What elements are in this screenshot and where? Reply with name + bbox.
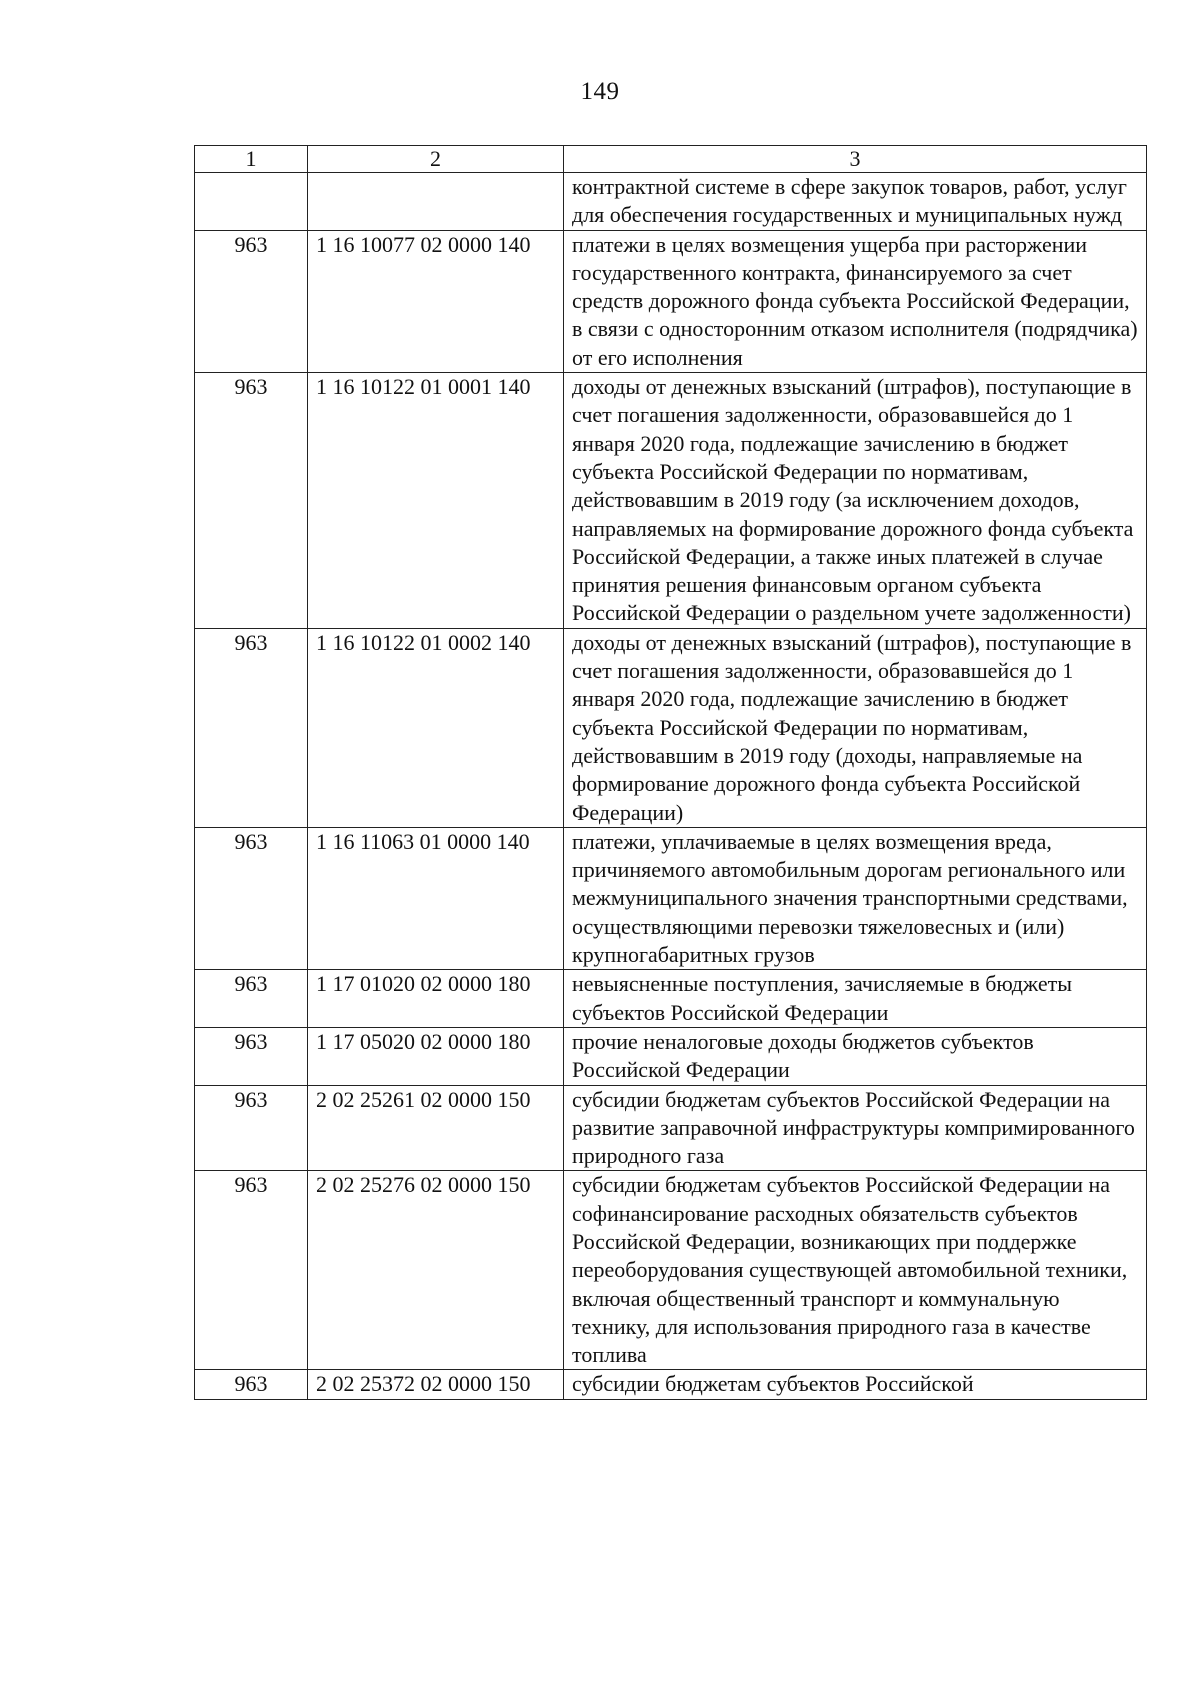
revenue-code-cell: 1 17 01020 02 0000 180 <box>308 970 564 1028</box>
description-cell: субсидии бюджетам субъектов Российской <box>564 1370 1147 1399</box>
description-cell: субсидии бюджетам субъектов Российской Федерации на софинансирование расходных обязательств субъектов Российской Федерации, возникающих при поддержке переоборудования существующей автомобильной техники, включая общественный транспорт и коммунальную технику, для использования природного газа в качестве топлива <box>564 1171 1147 1370</box>
admin-code-cell: 963 <box>195 1027 308 1085</box>
admin-code-cell: 963 <box>195 373 308 629</box>
revenue-code-cell: 2 02 25261 02 0000 150 <box>308 1085 564 1171</box>
description-cell: прочие неналоговые доходы бюджетов субъектов Российской Федерации <box>564 1027 1147 1085</box>
table-row <box>195 230 1147 372</box>
description-cell: доходы от денежных взысканий (штрафов), поступающие в счет погашения задолженности, образовавшейся до 1 января 2020 года, подлежащие зачислению в бюджет субъекта Российской Федерации по нормативам, действовавшим в 2019 году (за исключением доходов, направляемых на формирование дорожного фонда субъекта Российской Федерации, а также иных платежей в случае принятия решения финансовым органом субъекта Российской Федерации о раздельном учете задолженности) <box>564 373 1147 629</box>
admin-code-cell: 963 <box>195 1171 308 1370</box>
table-row <box>195 827 1147 969</box>
column-header-3: 3 <box>564 146 1147 173</box>
description-cell: платежи в целях возмещения ущерба при расторжении государственного контракта, финансируемого за счет средств дорожного фонда субъекта Российской Федерации, в связи с односторонним отказом исполнителя (подрядчика) от его исполнения <box>564 230 1147 372</box>
admin-code-cell: 963 <box>195 1370 308 1399</box>
description-cell: доходы от денежных взысканий (штрафов), поступающие в счет погашения задолженности, образовавшейся до 1 января 2020 года, подлежащие зачислению в бюджет субъекта Российской Федерации по нормативам, действовавшим в 2019 году (доходы, направляемые на формирование дорожного фонда субъекта Российской Федерации) <box>564 628 1147 827</box>
revenue-code-cell: 1 16 11063 01 0000 140 <box>308 827 564 969</box>
table-row <box>195 373 1147 629</box>
table-row <box>195 1370 1147 1399</box>
admin-code-cell: 963 <box>195 1085 308 1171</box>
description-cell: невыясненные поступления, зачисляемые в бюджеты субъектов Российской Федерации <box>564 970 1147 1028</box>
description-cell: субсидии бюджетам субъектов Российской Федерации на развитие заправочной инфраструктуры компримированного природного газа <box>564 1085 1147 1171</box>
budget-revenue-table <box>194 145 1147 1400</box>
admin-code-cell: 963 <box>195 827 308 969</box>
table-row <box>195 1171 1147 1370</box>
revenue-code-cell <box>308 173 564 231</box>
admin-code-cell: 963 <box>195 628 308 827</box>
table-row <box>195 173 1147 231</box>
revenue-code-cell: 1 16 10122 01 0001 140 <box>308 373 564 629</box>
revenue-code-cell: 1 16 10077 02 0000 140 <box>308 230 564 372</box>
table-row <box>195 1027 1147 1085</box>
revenue-code-cell: 1 16 10122 01 0002 140 <box>308 628 564 827</box>
table-row <box>195 628 1147 827</box>
admin-code-cell: 963 <box>195 970 308 1028</box>
revenue-code-cell: 2 02 25276 02 0000 150 <box>308 1171 564 1370</box>
table-row <box>195 1085 1147 1171</box>
table-header-row <box>195 146 1147 173</box>
revenue-code-cell: 2 02 25372 02 0000 150 <box>308 1370 564 1399</box>
description-cell: платежи, уплачиваемые в целях возмещения вреда, причиняемого автомобильным дорогам регионального или межмуниципального значения транспортными средствами, осуществляющими перевозки тяжеловесных и (или) крупногабаритных грузов <box>564 827 1147 969</box>
page-number: 149 <box>580 78 620 105</box>
column-header-1: 1 <box>195 146 308 173</box>
table-row <box>195 970 1147 1028</box>
admin-code-cell <box>195 173 308 231</box>
description-cell: контрактной системе в сфере закупок товаров, работ, услуг для обеспечения государственных и муниципальных нужд <box>564 173 1147 231</box>
revenue-code-cell: 1 17 05020 02 0000 180 <box>308 1027 564 1085</box>
admin-code-cell: 963 <box>195 230 308 372</box>
column-header-2: 2 <box>308 146 564 173</box>
